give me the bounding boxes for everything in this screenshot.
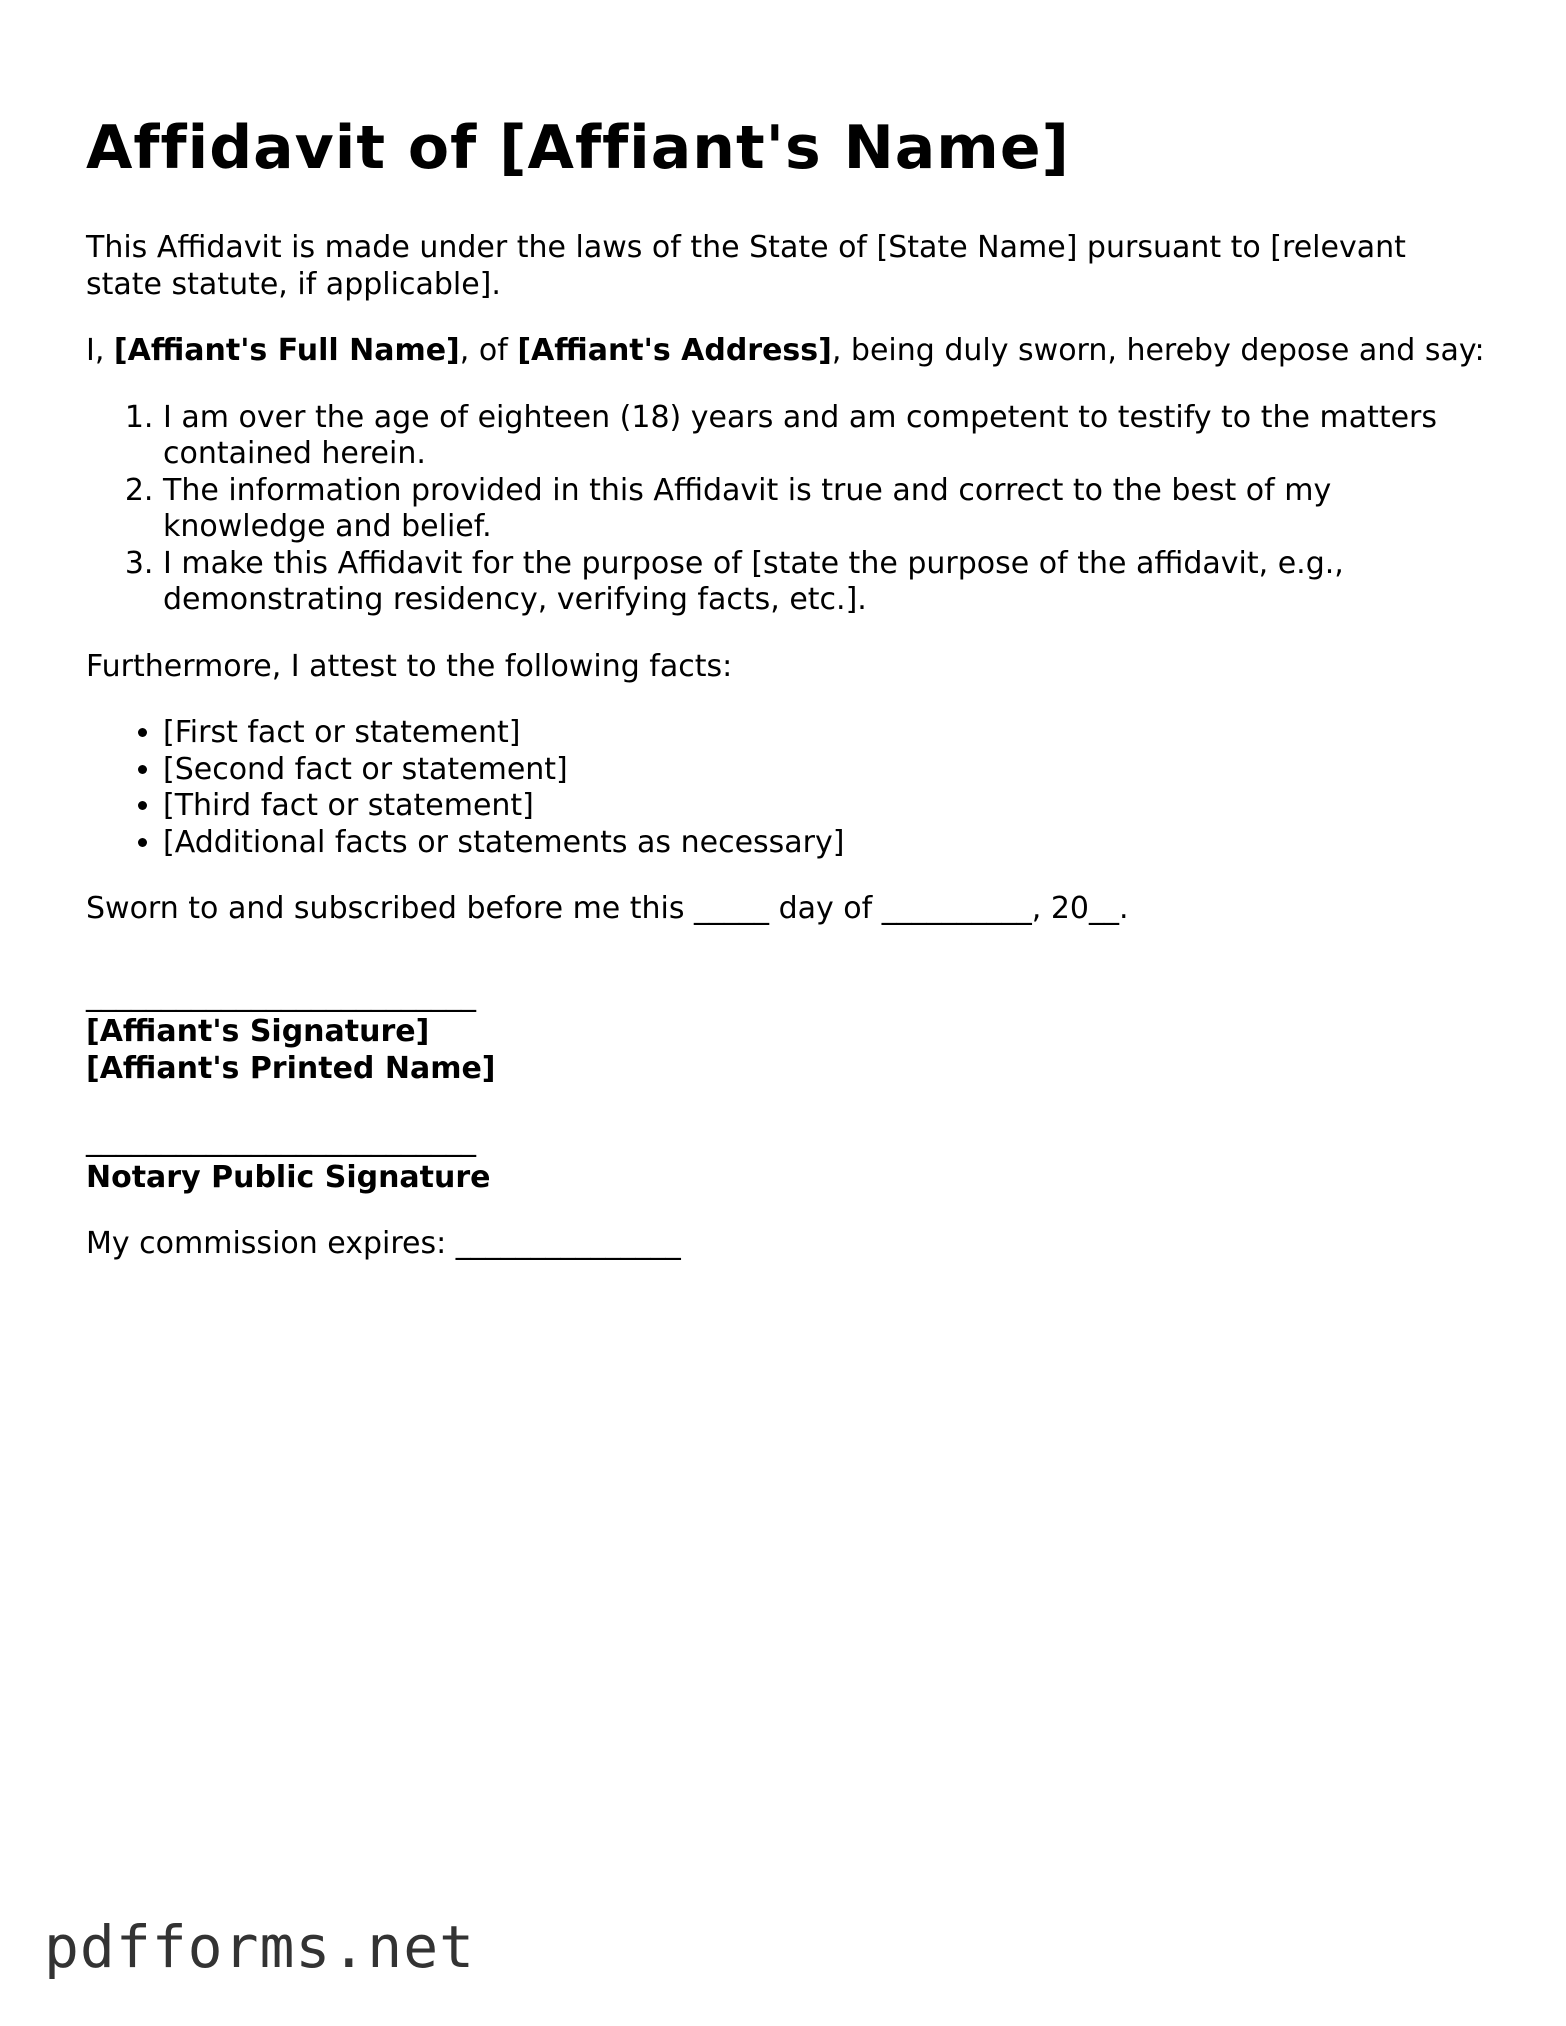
affiant-address-placeholder: [Affiant's Address] (517, 333, 832, 368)
notary-signature-block (86, 1123, 1486, 1196)
fact-item: • [Second fact or statement] (163, 752, 1486, 789)
fact-item: • [Third fact or statement] (163, 788, 1486, 825)
affiant-full-name-placeholder: [Affiant's Full Name] (113, 333, 460, 368)
sworn-suffix: , being duly sworn, hereby depose and say: (831, 333, 1485, 368)
sworn-middle: , of (459, 333, 518, 368)
affidavit-document (86, 108, 1486, 1263)
sworn-statement (86, 333, 1486, 370)
commission-expires-line: My commission expires: _______________ (86, 1226, 681, 1261)
numbered-list (86, 400, 1486, 619)
affiant-signature-label: [Affiant's Signature] (86, 1014, 430, 1049)
notary-signature-line: __________________________ (86, 1123, 476, 1158)
sworn-prefix: I, (86, 333, 114, 368)
affiant-signature-block (86, 978, 1486, 1088)
facts-intro: Furthermore, I attest to the following facts: (86, 648, 733, 684)
affiant-signature-line: __________________________ (86, 977, 476, 1013)
fact-item: • [Additional facts or statements as necessary] (163, 825, 1486, 862)
sworn-date-line: Sworn to and subscribed before me this _____ day of __________, 20__. (86, 891, 1129, 926)
notary-signature-label: Notary Public Signature (86, 1159, 491, 1195)
numbered-item: 2. The information provided in this Affidavit is true and correct to the best of my knowledge and belief. (163, 473, 1486, 546)
watermark: pdfforms.net (44, 1913, 476, 1981)
intro-paragraph: This Affidavit is made under the laws of the State of [State Name] pursuant to [relevant state statute, if applicable]. (86, 230, 1406, 302)
numbered-item: 1. I am over the age of eighteen (18) years and am competent to testify to the matters contained herein. (163, 400, 1486, 473)
facts-list (86, 715, 1486, 861)
affiant-printed-name-label: [Affiant's Printed Name] (86, 1050, 496, 1086)
document-title: Affidavit of [Affiant's Name] (86, 113, 1070, 183)
numbered-item: 3. I make this Affidavit for the purpose of [state the purpose of the affidavit, e.g., demonstrating residency, verifying facts, etc.]. (163, 546, 1486, 619)
fact-item: • [First fact or statement] (163, 715, 1486, 752)
